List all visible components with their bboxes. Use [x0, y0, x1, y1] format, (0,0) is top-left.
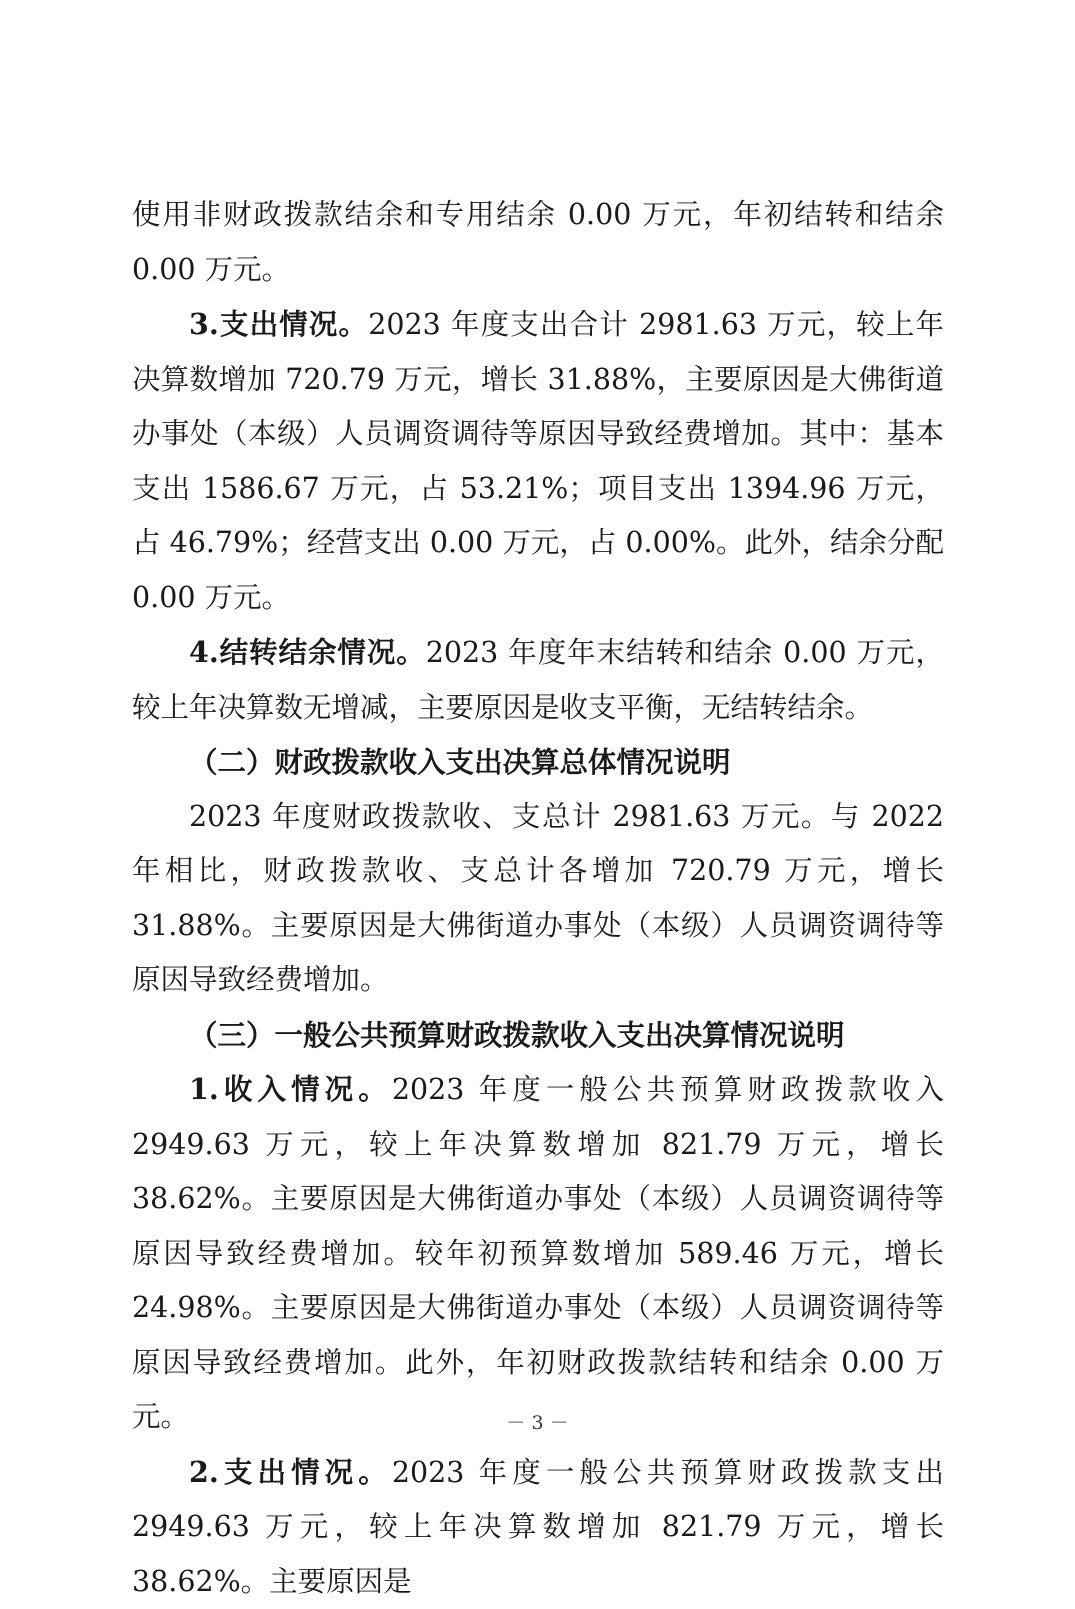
paragraph-balance-carryover: 使用非财政拨款结余和专用结余 0.00 万元，年初结转和结余 0.00 万元。: [132, 188, 944, 297]
heading-fiscal-overall: （二）财政拨款收入支出决算总体情况说明: [132, 735, 944, 790]
section-label-general-expenditure: 2.支出情况。: [189, 1455, 392, 1489]
paragraph-general-expenditure: [132, 1445, 944, 1609]
paragraph-fiscal-overall: 2023 年度财政拨款收、支总计 2981.63 万元。与 2022 年相比，财政拨款收、支总计各增加 720.79 万元，增长 31.88%。主要原因是大佛街道办事处（本级）人员调资调待等原因导致经费增加。: [132, 790, 944, 1008]
paragraph-general-income: [132, 1062, 944, 1445]
page-number: － 3 －: [0, 1408, 1075, 1435]
paragraph-carryover: [132, 625, 944, 735]
section-label-expenditure: 3.支出情况。: [189, 307, 368, 341]
section-label-income: 1.收入情况。: [189, 1072, 392, 1106]
paragraph-expenditure: [132, 297, 944, 625]
heading-general-budget: （三）一般公共预算财政拨款收入支出决算情况说明: [132, 1008, 944, 1063]
body-text: [132, 188, 944, 1609]
paragraph-carryover-body: 2023 年度年末结转和结余 0.00 万元，较上年决算数无增减，主要原因是收支平衡，无结转结余。: [132, 636, 944, 724]
paragraph-general-expenditure-body: 2023 年度一般公共预算财政拨款支出 2949.63 万元，较上年决算数增加 821.79 万元，增长 38.62%。主要原因是: [132, 1456, 944, 1598]
paragraph-general-income-body: 2023 年度一般公共预算财政拨款收入 2949.63 万元，较上年决算数增加 821.79 万元，增长 38.62%。主要原因是大佛街道办事处（本级）人员调资调待等原因导致经费增加。较年初预算数增加 589.46 万元，增长 24.98%。主要原因是大佛街道办事处（本级）人员调资调待等原因导致经费增加。此外，年初财政拨款结转和结余 0.00 万元。: [132, 1073, 944, 1433]
section-label-carryover: 4.结转结余情况。: [189, 635, 426, 669]
paragraph-expenditure-body: 2023 年度支出合计 2981.63 万元，较上年决算数增加 720.79 万元，增长 31.88%，主要原因是大佛街道办事处（本级）人员调资调待等原因导致经费增加。其中：基本支出 1586.67 万元，占 53.21%；项目支出 1394.96 万元，占 46.79%；经营支出 0.00 万元，占 0.00%。此外，结余分配 0.00 万元。: [132, 308, 944, 614]
